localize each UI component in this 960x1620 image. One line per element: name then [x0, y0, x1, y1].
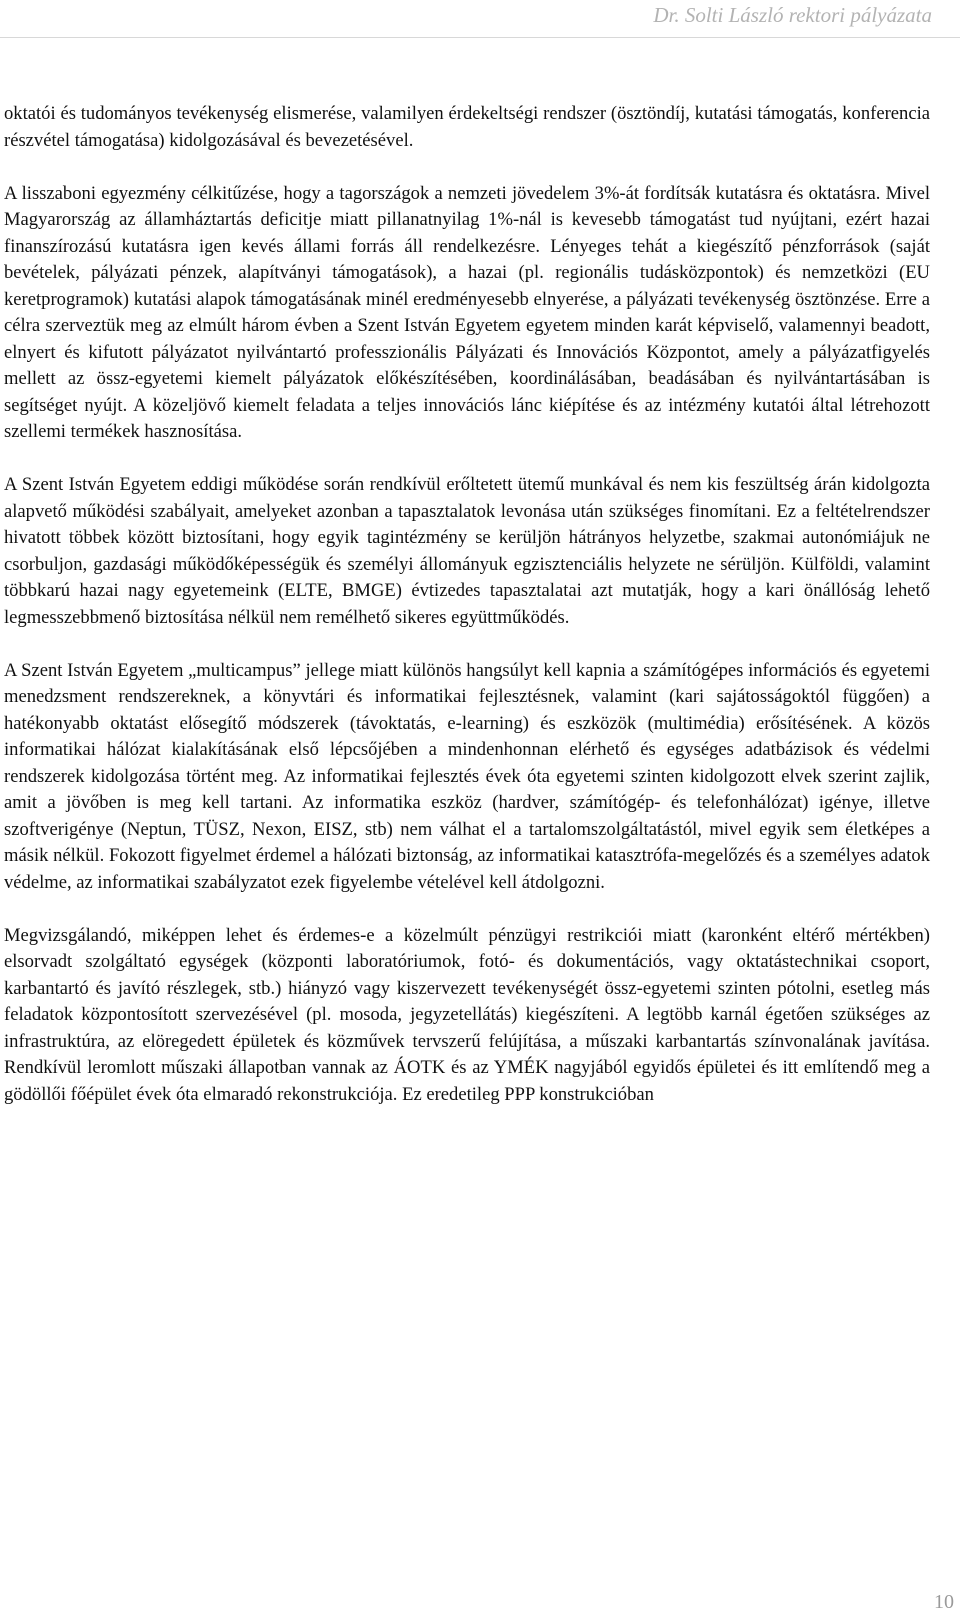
paragraph-4: A Szent István Egyetem „multicampus” jellege miatt különös hangsúlyt kell kapnia a számítógépes információs és egyetemi menedzsment rendszereknek, a könyvtári és informatikai fejlesztésnek, valamint (kari sajátosságoktól függően) a hatékonyabb oktatást elősegítő módszerek (távoktatás, e-learning) és eszközök (multimédia) erősítésének. A közös informatikai hálózat kialakításának első lépcsőjében a mindenhonnan elérhető és egységes adatbázisok és védelmi rendszerek kidolgozása történt meg. Az informatikai fejlesztés évek óta egyetemi szinten kidolgozott elvek szerint zajlik, amit a jövőben is meg kell tartani. Az informatika eszköz (hardver, számítógép- és telefonhálózat) igénye, illetve szoftverigénye (Neptun, TÜSZ, Nexon, EISZ, stb) nem válhat el a tartalomszolgáltatástól, mivel egyik sem életképes a másik nélkül. Fokozott figyelmet érdemel a hálózati biztonság, az informatikai katasztrófa-megelőzés és a személyes adatok védelme, az informatikai szabályzatot ezek figyelembe vételével kell átdolgozni.	[4, 659, 930, 893]
document-body	[4, 101, 930, 1108]
header-divider	[0, 37, 960, 38]
paragraph-3: A Szent István Egyetem eddigi működése során rendkívül erőltetett ütemű munkával és nem kis feszültség árán kidolgozta alapvető működési szabályait, amelyeket azonban a tapasztalatok levonása után szükséges finomítani. Ez a feltételrendszer hivatott többek között biztosítani, hogy egyik tagintézmény se kerüljön hátrányos helyzetbe, szakmai autonómiájuk ne csorbuljon, gazdasági működőképességük és személyi állományuk egzisztenciális helyzete ne sérüljön. Külföldi, valamint többkarú hazai nagy egyetemeink (ELTE, BMGE) évtizedes tapasztalatai azt mutatják, hogy a kari önállóság lehető legmesszebbmenő biztosítása nélkül nem remélhető sikeres együttműködés.	[4, 474, 930, 628]
paragraph-2: A lisszaboni egyezmény célkitűzése, hogy a tagországok a nemzeti jövedelem 3%-át fordítsák kutatásra és oktatásra. Mivel Magyarország az államháztartás deficitje miatt pillanatnyilag 1%-nál is kevesebb támogatást tud nyújtani, ezért hazai finanszírozású kutatásra igen kevés állami forrás áll rendelkezésre. Lényeges tehát a kiegészítő pénzforrások (saját bevételek, pályázati pénzek, alapítványi támogatások), a hazai (pl. regionális tudásközpontok) és nemzetközi (EU keretprogramok) kutatási alapok támogatásának minél eredményesebb elnyerése, a pályázati tevékenység ösztönzése. Erre a célra szerveztük meg az elmúlt három évben a Szent István Egyetem egyetem minden karát képviselő, valamennyi beadott, elnyert és kifutott pályázatot nyilvántartó professzionális Pályázati és Innovációs Központot, amely a pályázatfigyelés mellett az össz-egyetemi kiemelt pályázatok előkészítésében, koordinálásában, beadásában és nyilvántartásában is segítséget nyújt. A közeljövő kiemelt feladata a teljes innovációs lánc kiépítése és az intézmény kutatói által létrehozott szellemi termékek hasznosítása.	[4, 182, 930, 442]
page-number: 10	[934, 1591, 954, 1613]
paragraph-5: Megvizsgálandó, miképpen lehet és érdemes-e a közelmúlt pénzügyi restrikciói miatt (karonként eltérő mértékben) elsorvadt szolgáltató egységek (központi laboratóriumok, fotó- és dokumentációs, vagy oktatástechnikai csoport, karbantartó és javító részlegek, stb.) hiányzó vagy kiszervezett tevékenységét össz-egyetemi szinten pótolni, esetleg más feladatok központosított szervezésével (pl. mosoda, jegyzetellátás) kiegészíteni. A legtöbb karnál égetően szükséges az infrastruktúra, az elöregedett épületek és közművek tervszerű felújítása, a műszaki karbantartás színvonalának javítása. Rendkívül leromlott műszaki állapotban vannak az ÁOTK és az YMÉK nagyjából egyidős épületei és itt említendő meg a gödöllői főépület évek óta elmaradó rekonstrukciója. Ez eredetileg PPP konstrukcióban	[4, 924, 930, 1105]
paragraph-1: oktatói és tudományos tevékenység elismerése, valamilyen érdekeltségi rendszer (ösztöndíj, kutatási támogatás, konferencia részvétel támogatása) kidolgozásával és bevezetésével.	[4, 103, 930, 151]
running-header: Dr. Solti László rektori pályázata	[653, 3, 932, 27]
